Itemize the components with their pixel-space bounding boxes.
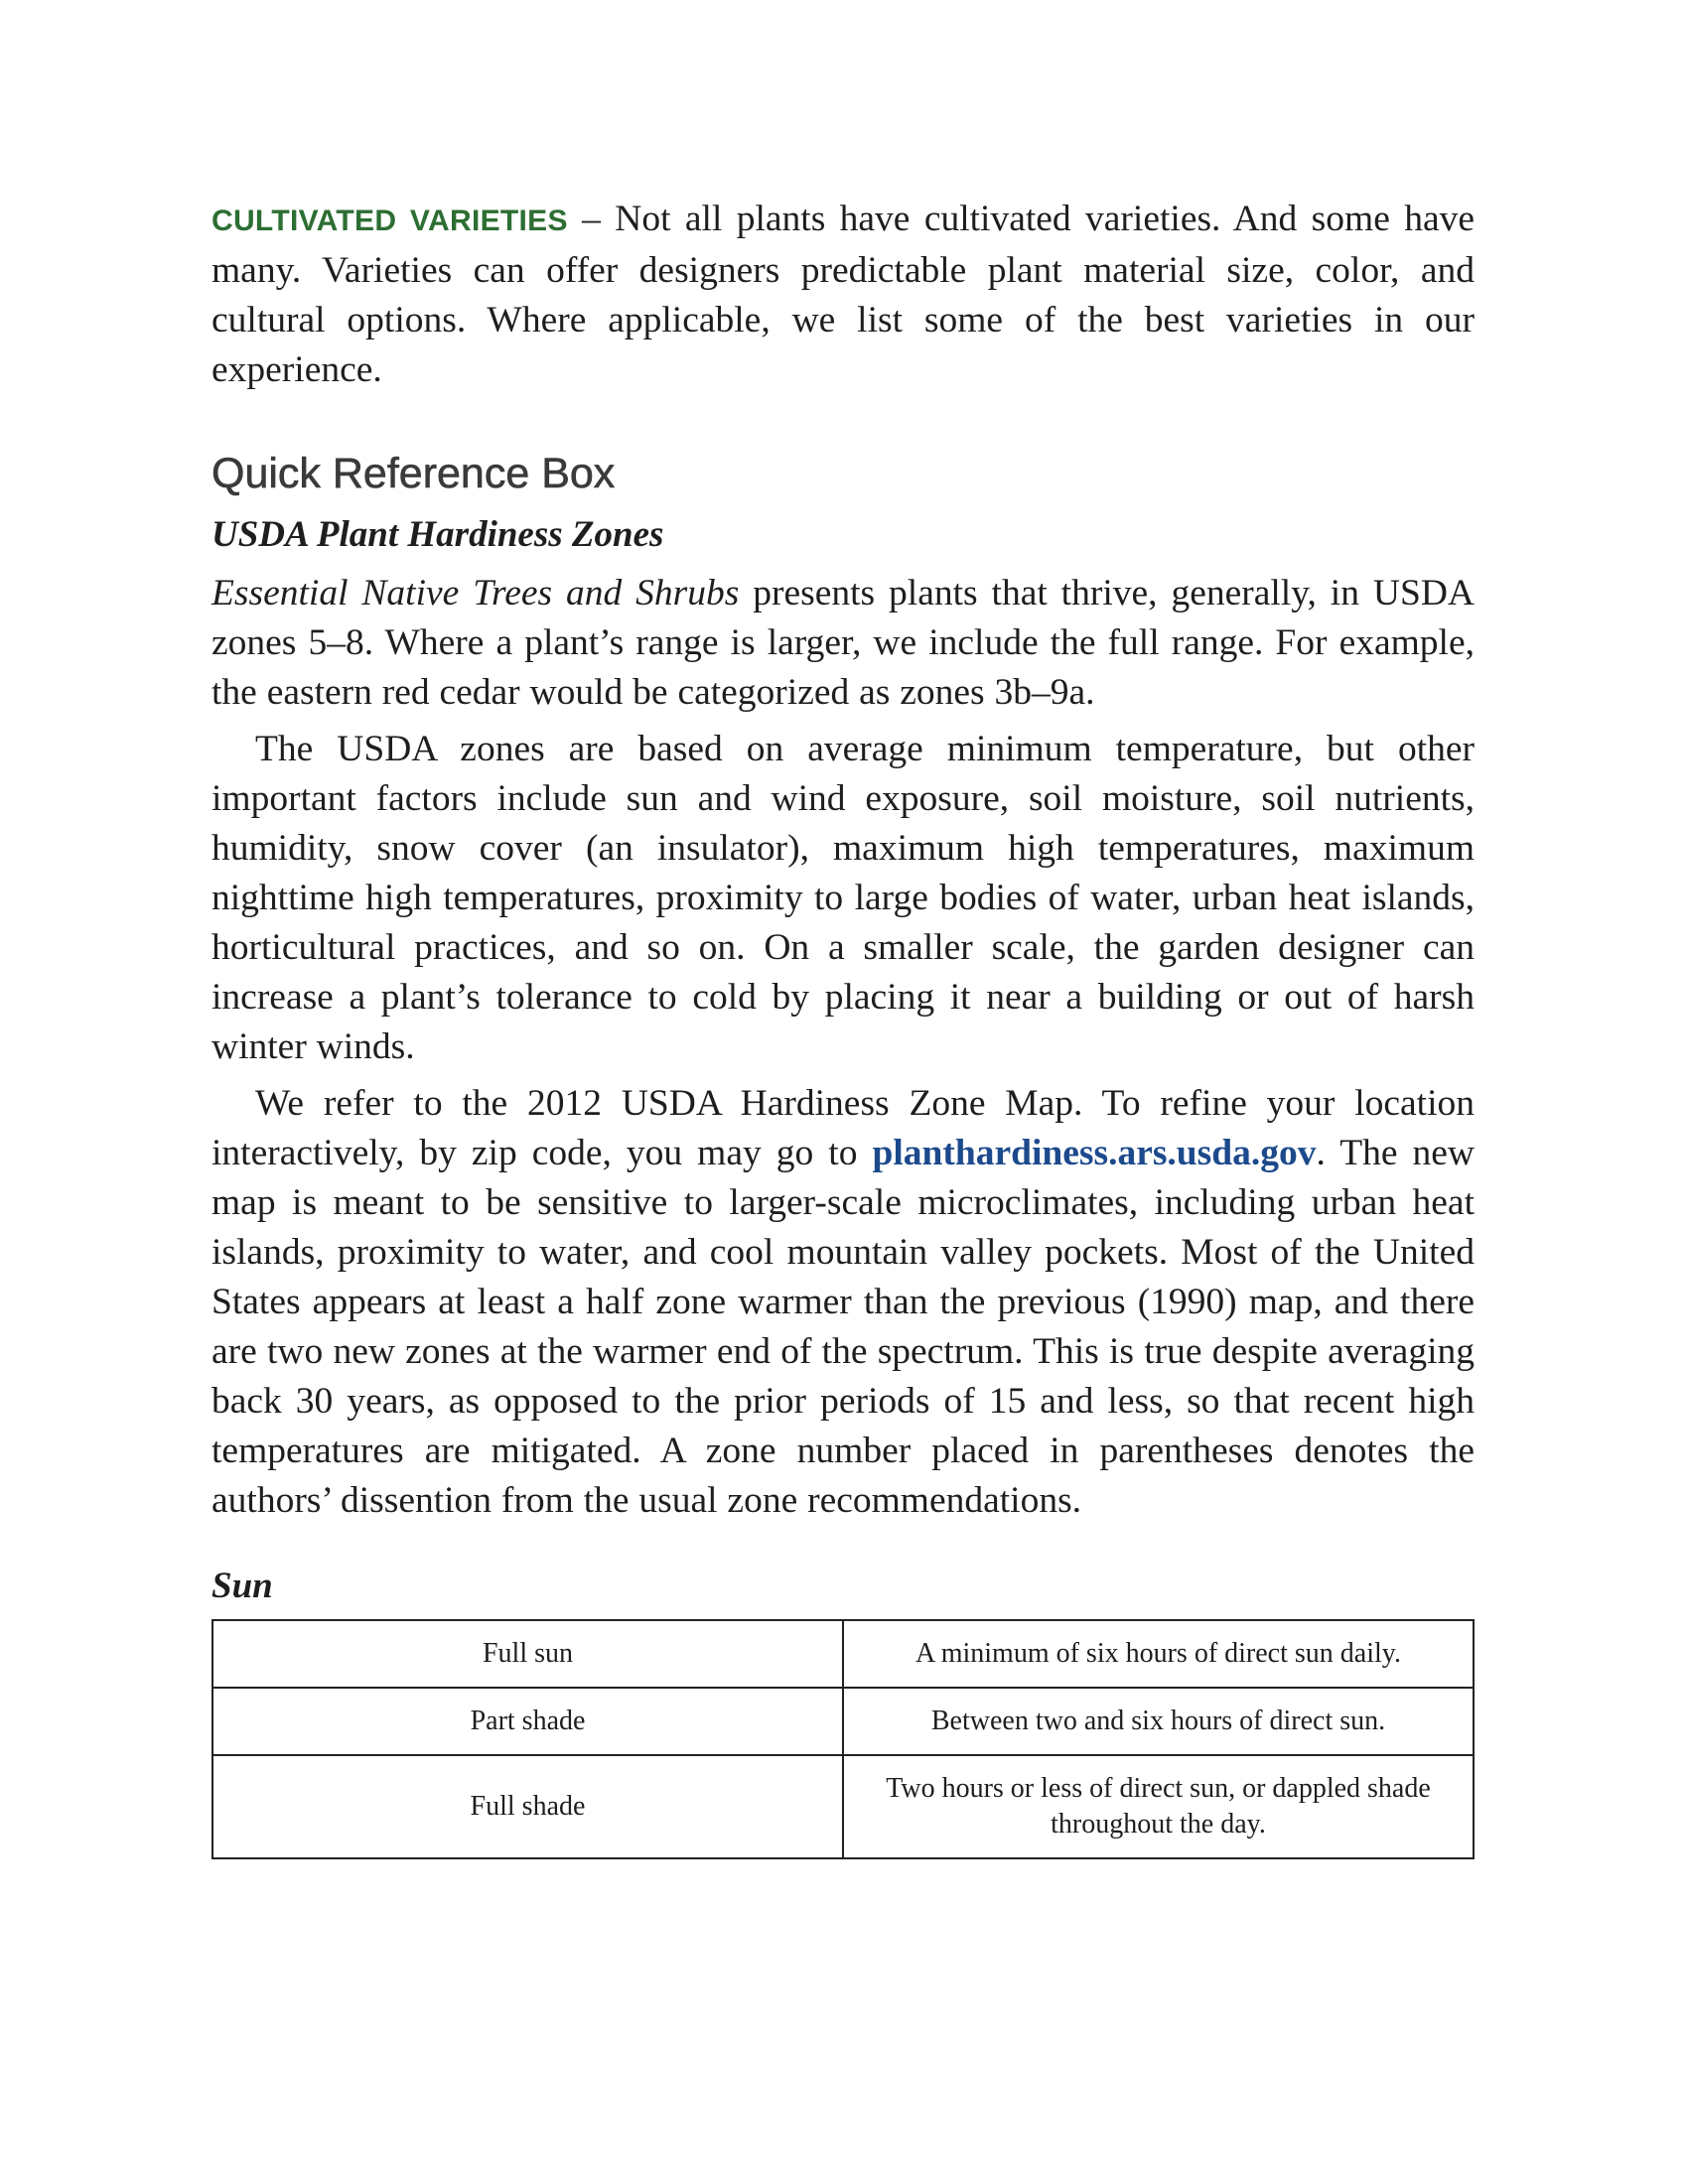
zones-paragraph-1 — [211, 569, 1475, 718]
sun-description-cell: Two hours or less of direct sun, or dappled shade throughout the day. — [843, 1755, 1474, 1858]
table-row — [212, 1755, 1474, 1858]
sun-label-cell: Part shade — [212, 1688, 843, 1755]
sun-label-cell: Full shade — [212, 1755, 843, 1858]
sun-table — [211, 1619, 1475, 1859]
quick-reference-title: Quick Reference Box — [211, 450, 616, 497]
page-content — [211, 195, 1475, 1859]
zones-paragraph-3 — [211, 1079, 1475, 1526]
sun-description-cell: Between two and six hours of direct sun. — [843, 1688, 1474, 1755]
zones-paragraph-3-before: We refer to the 2012 USDA Hardiness Zone Map. To refine your location interactively, by zip code, you may go to — [211, 1083, 1475, 1173]
planthardiness-link[interactable]: planthardiness.ars.usda.gov — [872, 1133, 1317, 1173]
table-row — [212, 1688, 1474, 1755]
cultivated-varieties-term: CULTIVATED VARIETIES — [211, 205, 568, 237]
cultivated-varieties-paragraph — [211, 195, 1475, 395]
zones-paragraph-3-after: . The new map is meant to be sensitive to larger-scale microclimates, including urban heat islands, proximity to water, and cool mountain valley pockets. Most of the United States appears at least a half zone warmer than the previous (1990) map, and there are two new zones at the warmer end of the spectrum. This is true despite averaging back 30 years, as opposed to the prior periods of 15 and less, so that recent high temperatures are mitigated. A zone number placed in parentheses denotes the authors’ dissention from the usual zone recommendations. — [211, 1133, 1475, 1521]
cultivated-varieties-text: – Not all plants have cultivated varieties. And some have many. Varieties can offer designers predictable plant material size, color, and cultural options. Where applicable, we list some of the best varieties in our experience. — [211, 199, 1475, 390]
usda-zones-heading: USDA Plant Hardiness Zones — [211, 514, 664, 555]
book-title: Essential Native Trees and Shrubs — [211, 573, 740, 614]
table-row — [212, 1620, 1474, 1688]
sun-label-cell: Full sun — [212, 1620, 843, 1688]
zones-paragraph-1-text: presents plants that thrive, generally, in USDA zones 5–8. Where a plant’s range is larger, we include the full range. For example, the eastern red cedar would be categorized as zones 3b–9a. — [211, 573, 1475, 713]
zones-paragraph-2: The USDA zones are based on average minimum temperature, but other important factors include sun and wind exposure, soil moisture, soil nutrients, humidity, snow cover (an insulator), maximum high temperatures, maximum nighttime high temperatures, proximity to large bodies of water, urban heat islands, horticultural practices, and so on. On a smaller scale, the garden designer can increase a plant’s tolerance to cold by placing it near a building or out of harsh winter winds. — [211, 729, 1475, 1067]
sun-heading: Sun — [211, 1566, 273, 1606]
sun-description-cell: A minimum of six hours of direct sun daily. — [843, 1620, 1474, 1688]
